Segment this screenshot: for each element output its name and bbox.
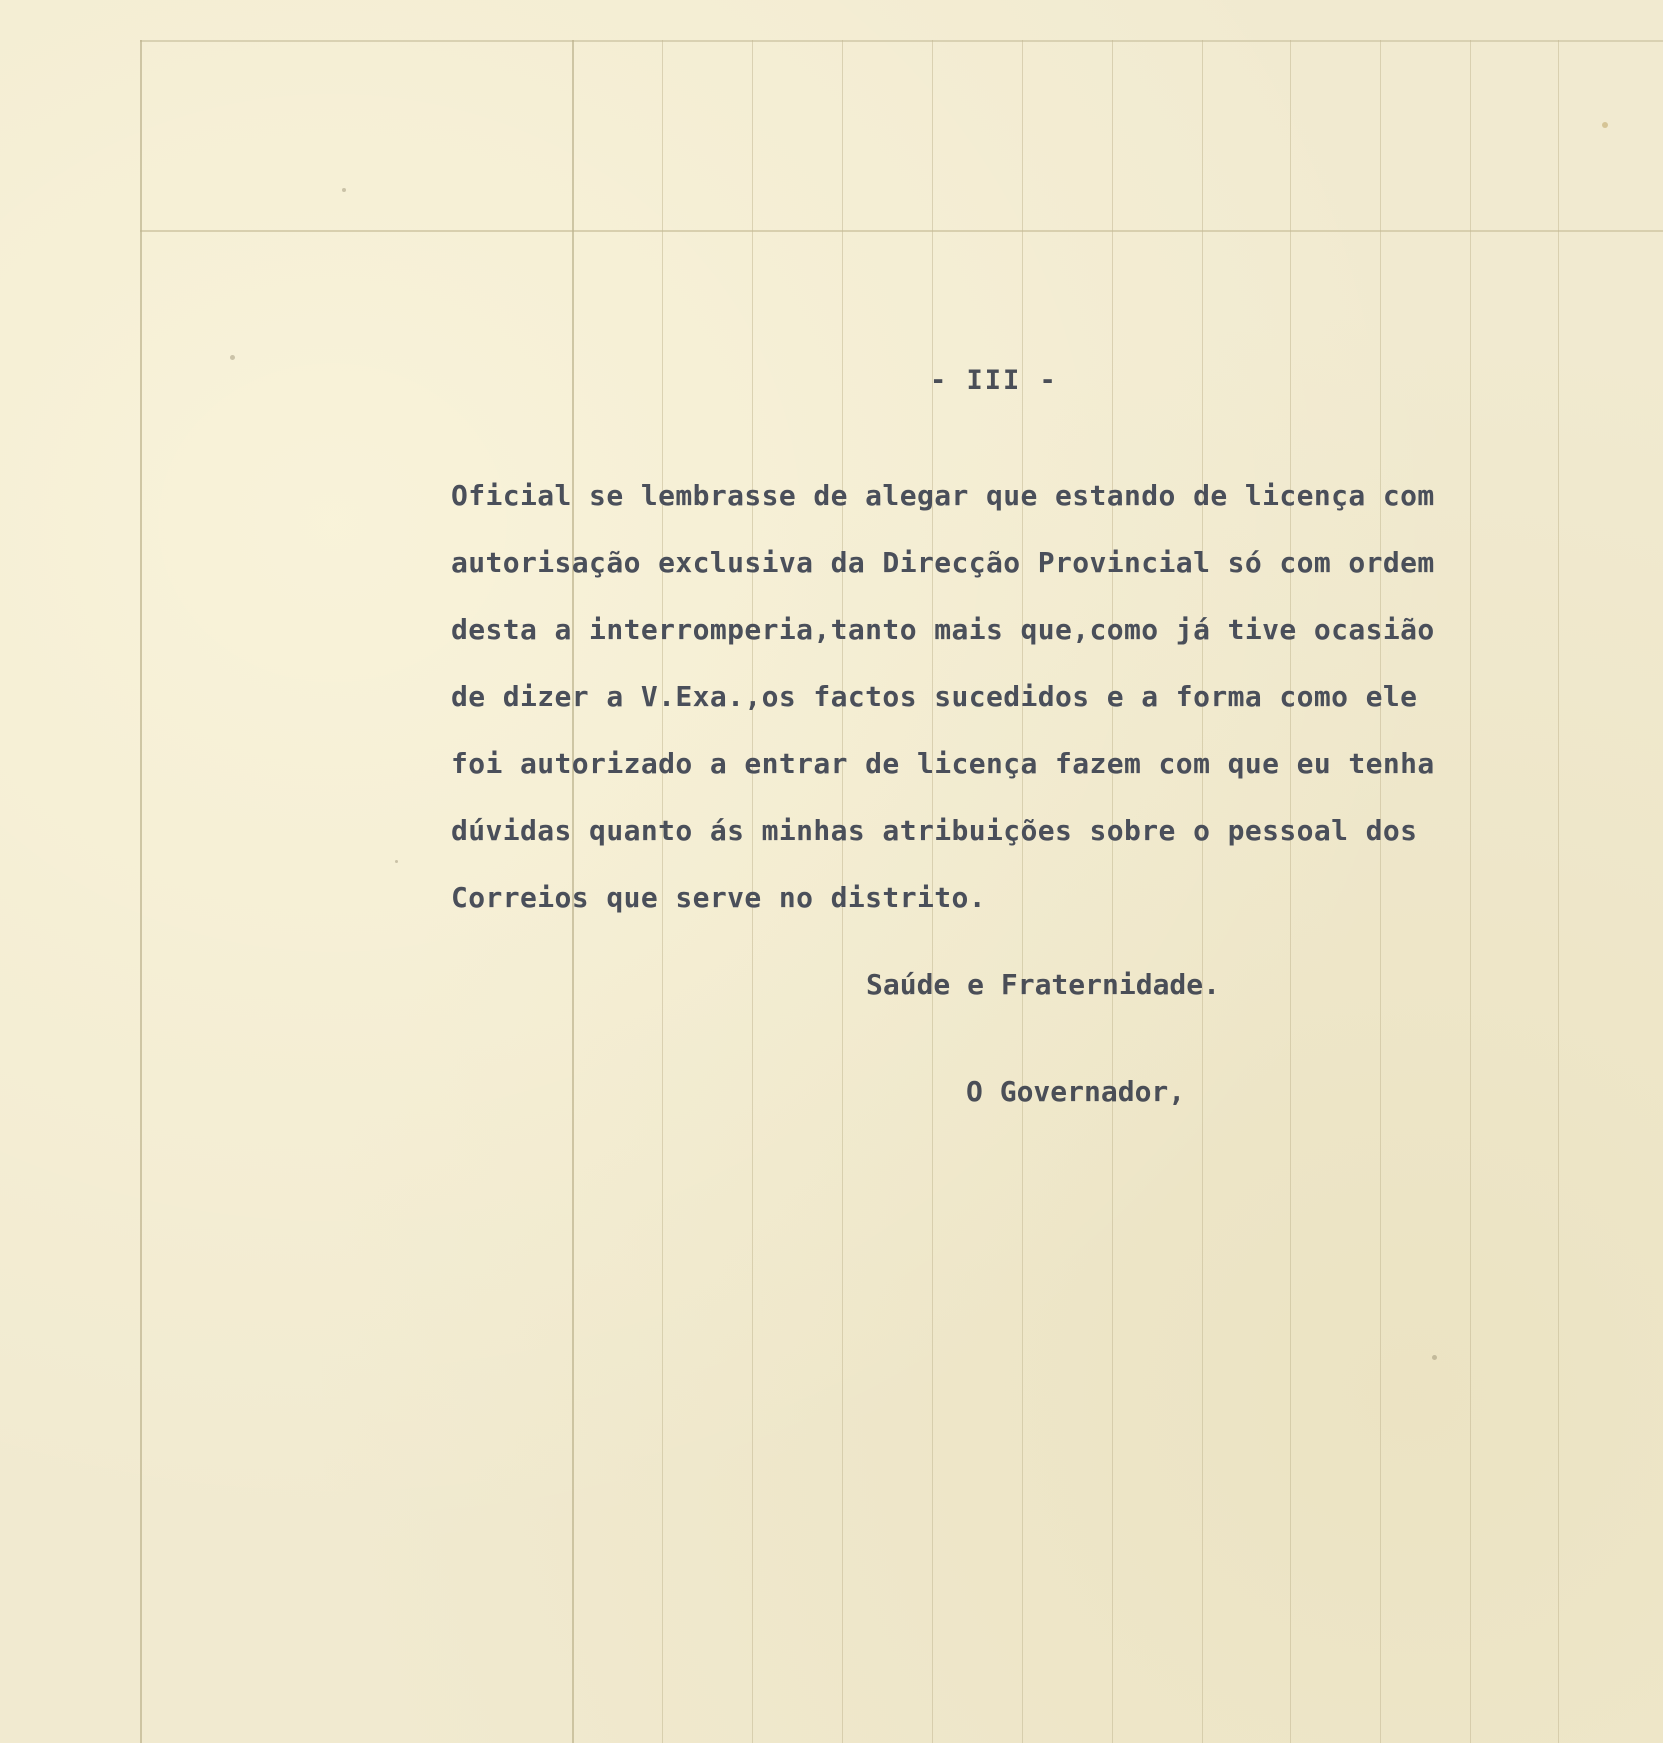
- body-line: foi autorizado a entrar de licença fazem com que eu tenha: [451, 747, 1435, 780]
- closing-salutation: Saúde e Fraternidade.: [866, 968, 1221, 1001]
- paper-speck: [1602, 122, 1608, 128]
- body-line: desta a interromperia,tanto mais que,como já tive ocasião: [451, 613, 1435, 646]
- ledger-rule: [140, 40, 142, 1743]
- ledger-header-band: [140, 40, 1663, 232]
- paper-speck: [230, 355, 235, 360]
- paper-speck: [342, 188, 346, 192]
- page-marker: - III -: [930, 365, 1058, 396]
- body-line: Correios que serve no distrito.: [451, 881, 986, 914]
- signature-line: O Governador,: [966, 1075, 1186, 1108]
- body-line: autorisação exclusiva da Direcção Provincial só com ordem: [451, 546, 1435, 579]
- body-line: Oficial se lembrasse de alegar que estando de licença com: [451, 479, 1435, 512]
- body-line: dúvidas quanto ás minhas atribuições sobre o pessoal dos: [451, 814, 1418, 847]
- paper-speck: [395, 860, 398, 863]
- paper-speck: [1432, 1355, 1437, 1360]
- letter-body: [451, 462, 1591, 931]
- body-line: de dizer a V.Exa.,os factos sucedidos e a forma como ele: [451, 680, 1418, 713]
